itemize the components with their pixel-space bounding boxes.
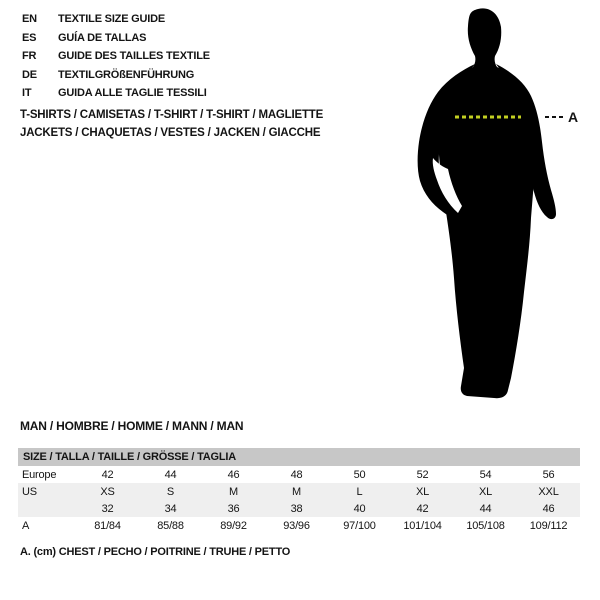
table-cell: 52	[416, 468, 429, 481]
table-cell: XS	[76, 483, 139, 500]
measurement-label-a: A	[568, 109, 578, 125]
table-cell: M	[265, 483, 328, 500]
row-label-a: A	[22, 519, 30, 532]
table-row-europe	[18, 466, 580, 483]
table-cell: 89/92	[220, 519, 247, 532]
table-cell: 32	[76, 500, 139, 517]
table-cell: 85/88	[157, 519, 184, 532]
language-row	[22, 47, 210, 66]
man-silhouette	[400, 0, 600, 410]
language-row	[22, 84, 210, 103]
table-cell: L	[328, 483, 391, 500]
table-row-us-numeric	[18, 500, 580, 517]
language-label: GUÍA DE TALLAS	[58, 31, 147, 44]
measurement-figure	[400, 0, 600, 410]
language-row	[22, 10, 210, 29]
language-row	[22, 66, 210, 85]
category-line-jackets: JACKETS / CHAQUETAS / VESTES / JACKEN / GIACCHE	[20, 127, 321, 139]
language-code: ES	[22, 31, 37, 44]
language-row	[22, 29, 210, 48]
table-cell: M	[202, 483, 265, 500]
table-header-cell: SIZE / TALLA / TAILLE / GRÖSSE / TAGLIA	[18, 448, 580, 466]
table-cell: 93/96	[283, 519, 310, 532]
language-label: GUIDA ALLE TAGLIE TESSILI	[58, 87, 207, 99]
table-cell: 40	[328, 500, 391, 517]
table-cell: 44	[164, 468, 177, 481]
table-cell: XL	[391, 483, 454, 500]
table-cell: 48	[290, 468, 303, 481]
language-code: FR	[22, 50, 37, 62]
language-code: EN	[22, 13, 37, 25]
table-cell: 101/104	[403, 519, 442, 532]
table-cell: S	[139, 483, 202, 500]
table-cell: 44	[454, 500, 517, 517]
garment-category-block	[20, 106, 323, 142]
table-cell: 34	[139, 500, 202, 517]
table-header-row	[18, 448, 580, 466]
section-title-man: MAN / HOMBRE / HOMME / MANN / MAN	[20, 419, 244, 433]
table-cell: 50	[353, 468, 366, 481]
language-label: GUIDE DES TAILLES TEXTILE	[58, 50, 210, 62]
table-cell: 109/112	[529, 519, 568, 532]
table-cell: 105/108	[466, 519, 505, 532]
row-label-europe: Europe	[22, 468, 57, 481]
table-cell: 36	[202, 500, 265, 517]
language-label: TEXTILGRÖßENFÜHRUNG	[58, 68, 195, 81]
table-cell: 56	[542, 468, 555, 481]
table-cell: XXL	[517, 483, 580, 500]
row-label-us: US	[18, 483, 76, 500]
chest-measurement-footnote: A. (cm) CHEST / PECHO / POITRINE / TRUHE / PETTO	[20, 546, 291, 558]
size-table	[18, 448, 580, 534]
language-code: DE	[22, 68, 37, 81]
table-row-us	[18, 483, 580, 500]
table-cell: 81/84	[94, 519, 121, 532]
table-cell: XL	[454, 483, 517, 500]
language-title-block	[22, 10, 210, 103]
category-line-tshirts: T-SHIRTS / CAMISETAS / T-SHIRT / T-SHIRT / MAGLIETTE	[20, 109, 324, 121]
table-cell: 42	[391, 500, 454, 517]
language-label: TEXTILE SIZE GUIDE	[58, 13, 166, 25]
table-row-chest-a	[18, 517, 580, 534]
language-code: IT	[22, 87, 32, 99]
table-cell: 42	[101, 468, 114, 481]
table-cell: 54	[479, 468, 492, 481]
row-label-blank	[18, 500, 76, 517]
table-cell: 38	[265, 500, 328, 517]
table-cell: 46	[227, 468, 240, 481]
table-cell: 46	[517, 500, 580, 517]
table-cell: 97/100	[343, 519, 376, 532]
